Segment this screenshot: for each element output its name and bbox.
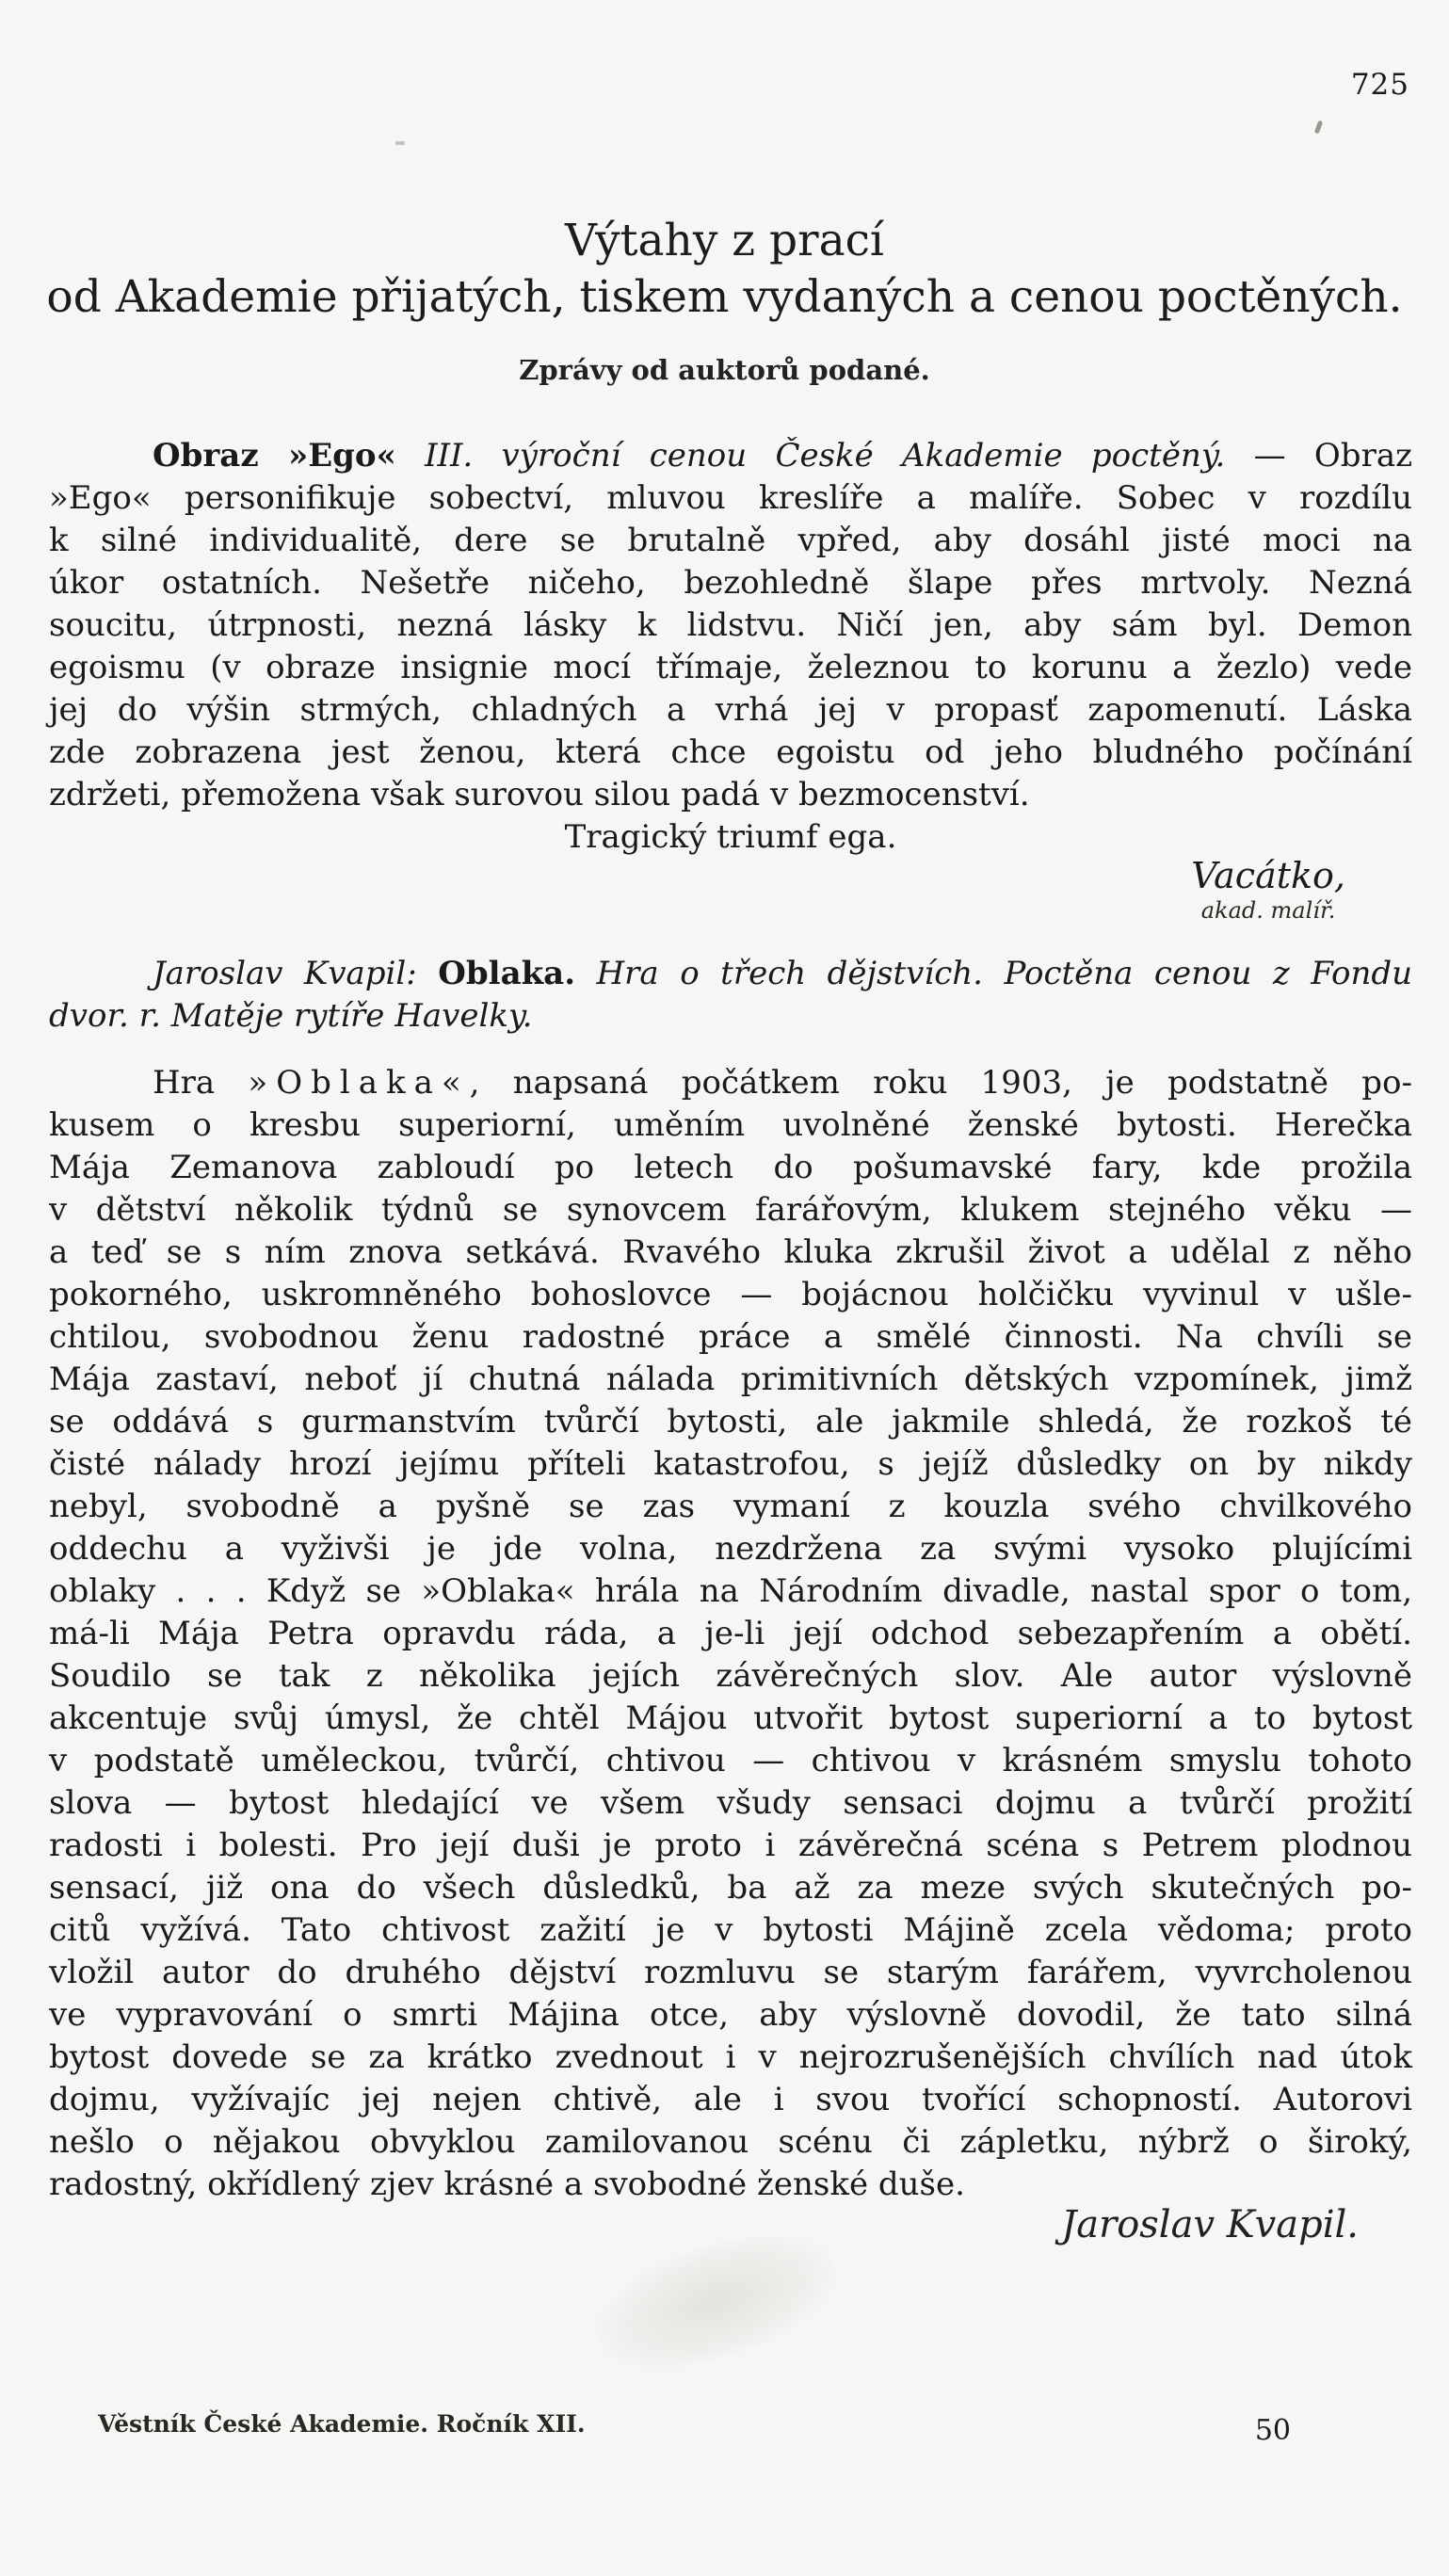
text-line: kusem o kresbu superiorní, uměním uvolněné ženské bytosti. Herečka [49, 1106, 1412, 1144]
article-title-line2: od Akademie přijatých, tiskem vydaných a cenou poctěných. [46, 271, 1403, 323]
text-line: v dětství několik týdnů se synovcem farářovým, klukem stejného věku — [49, 1191, 1412, 1229]
text-line: oblaky . . . Když se »Oblaka« hrála na Národním divadle, nastal spor o tom, [49, 1572, 1412, 1610]
text-line: slova — bytost hledající ve všem všudy sensaci dojmu a tvůrčí prožití [49, 1784, 1412, 1822]
journal-footer-title: Věstník České Akademie. Ročník XII. [98, 2410, 586, 2438]
ego-tagline: Tragický triumf ega. [564, 818, 897, 856]
text-line [49, 953, 1412, 995]
text-line: nešlo o nějakou obvyklou zamilovanou scénu či zápletku, nýbrž o široký, [49, 2123, 1412, 2161]
text-line: vložil autor do druhého dějství rozmluvu se starým farářem, vyvrcholenou [49, 1954, 1412, 1991]
text-line: »Ego« personifikuje sobectví, mluvou kreslíře a malíře. Sobec v rozdílu [49, 479, 1412, 517]
ego-signature [1191, 855, 1345, 925]
scan-speck [1314, 121, 1323, 135]
text-line: dvor. r. Matěje rytíře Havelky. [49, 997, 533, 1035]
text-line [49, 435, 1412, 477]
text-line: v podstatě uměleckou, tvůrčí, chtivou — chtivou v krásném smyslu tohoto [49, 1742, 1412, 1779]
text-line: sensací, již ona do všech důsledků, ba až za meze svých skutečných po- [49, 1869, 1412, 1907]
oblaka-heading-desc: Hra o třech dějstvích. Poctěna cenou z Fondu [596, 955, 1413, 992]
oblaka-heading-author: Jaroslav Kvapil: [153, 955, 417, 992]
text-line: radosti i bolesti. Pro její duši je proto i závěrečná scéna s Petrem plodnou [49, 1827, 1412, 1864]
article-title-line1: Výtahy z prací [565, 215, 884, 266]
signature-role: akad. malíř. [1200, 897, 1336, 924]
scan-smudge [582, 2211, 849, 2393]
text-line: citů vyžívá. Tato chtivost zažití je v bytosti Májině zcela vědoma; proto [49, 1911, 1412, 1949]
article-subtitle: Zprávy od auktorů podané. [519, 354, 930, 386]
text-line: se oddává s gurmanstvím tvůrčí bytosti, ale jakmile shledá, že rozkoš té [49, 1403, 1412, 1441]
oblaka-first-line-prefix: Hra [153, 1064, 216, 1102]
text-line: chtilou, svobodnou ženu radostné práce a smělé činnosti. Na chvíli se [49, 1318, 1412, 1356]
scan-speck [395, 141, 405, 145]
text-line: bytost dovede se za krátko zvednout i v nejrozrušenějších chvílích nad útok [49, 2038, 1412, 2076]
page-number: 725 [1350, 68, 1409, 102]
oblaka-first-line-title: »Oblaka« [248, 1064, 470, 1102]
text-line: egoismu (v obraze insignie mocí třímaje, železnou to korunu a žezlo) vede [49, 649, 1412, 686]
text-line: k silné individualitě, dere se brutalně vpřed, aby dosáhl jisté moci na [49, 522, 1412, 559]
text-line: Soudilo se tak z několika jejích závěrečných slov. Ale autor výslovně [49, 1657, 1412, 1695]
text-line [49, 1062, 1412, 1104]
text-line: Mája Zemanova zabloudí po letech do pošumavské fary, kde prožila [49, 1149, 1412, 1186]
text-line: nebyl, svobodně a pyšně se zas vymaní z kouzla svého chvilkového [49, 1488, 1412, 1525]
oblaka-report-paragraph [49, 1062, 1412, 2206]
text-line: čisté nálady hrozí jejímu příteli katastrofou, s jejíž důsledky on by nikdy [49, 1445, 1412, 1483]
text-line: akcentuje svůj úmysl, že chtěl Májou utvořit bytost superiorní a to bytost [49, 1699, 1412, 1737]
text-line: jej do výšin strmých, chladných a vrhá jej v propasť zapomenutí. Láska [49, 691, 1412, 729]
text-line: soucitu, útrpnosti, nezná lásky k lidstvu. Ničí jen, aby sám byl. Demon [49, 606, 1412, 644]
ego-heading-after: — Obraz [1253, 437, 1412, 475]
text-line: má-li Mája Petra opravdu ráda, a je-li její odchod sebezapřením a obětí. [49, 1615, 1412, 1652]
text-line: dojmu, vyžívajíc jej nejen chtivě, ale i svou tvořící schopností. Autorovi [49, 2081, 1412, 2118]
sheet-number: 50 [1254, 2414, 1291, 2447]
text-line: zde zobrazena jest ženou, která chce egoistu od jeho bludného počínání [49, 733, 1412, 771]
oblaka-signature: Jaroslav Kvapil. [1061, 2203, 1359, 2246]
oblaka-heading-paragraph [49, 953, 1412, 1038]
signature-name: Vacátko, [1191, 855, 1345, 896]
article-title [0, 213, 1449, 326]
oblaka-heading-work: Oblaka. [438, 955, 576, 992]
text-line: a teď se s ním znova setkává. Rvavého kluka zkrušil život a udělal z něho [49, 1233, 1412, 1271]
text-line: oddechu a vyživši je jde volna, nezdržena za svými vysoko plujícími [49, 1530, 1412, 1568]
text-line: pokorného, uskromněného bohoslovce — bojácnou holčičku vyvinul v ušle- [49, 1276, 1412, 1313]
text-line: radostný, okřídlený zjev krásné a svobodné ženské duše. [49, 2165, 965, 2203]
oblaka-first-line-rest: , napsaná počátkem roku 1903, je podstatně po- [469, 1064, 1412, 1102]
text-line: zdržeti, přemožena však surovou silou padá v bezmocenství. [49, 776, 1030, 813]
ego-heading-italic: III. výroční cenou České Akademie poctěný. [425, 437, 1226, 475]
text-line: Mája zastaví, neboť jí chutná nálada primitivních dětských vzpomínek, jimž [49, 1360, 1412, 1398]
ego-report-paragraph [49, 435, 1412, 859]
text-line: úkor ostatních. Nešetře ničeho, bezohledně šlape přes mrtvoly. Nezná [49, 564, 1412, 602]
ego-heading-bold: Obraz »Ego« [153, 437, 396, 475]
text-line: ve vypravování o smrti Májina otce, aby výslovně dovodil, že tato silná [49, 1996, 1412, 2034]
